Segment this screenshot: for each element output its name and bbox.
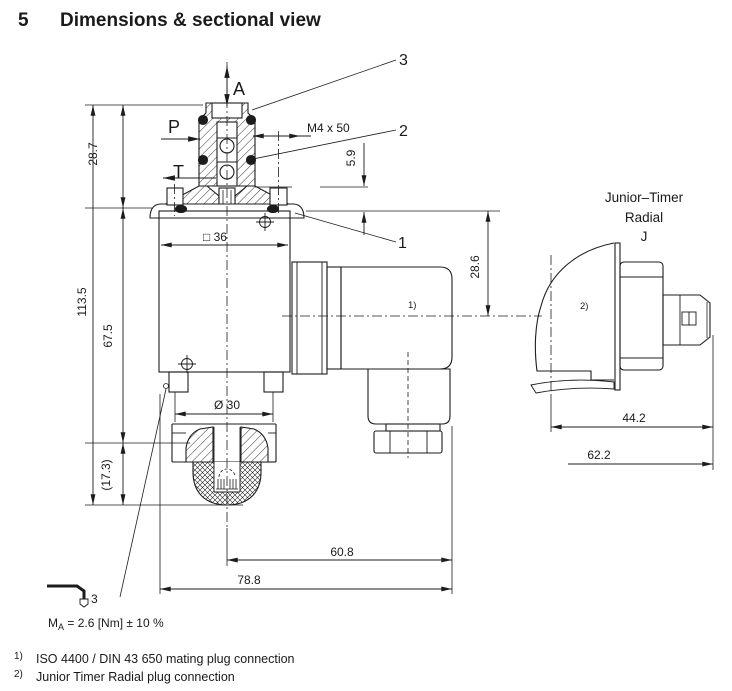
dim-total-height: 113.5 <box>75 287 89 317</box>
section-number: 5 <box>18 10 29 31</box>
footnote-2-marker: 2) <box>14 669 23 680</box>
junior-timer-view <box>531 243 710 393</box>
junior-timer-ref: 2) <box>580 301 589 312</box>
callout-2: 2 <box>399 123 408 140</box>
leader-origin-icon <box>164 384 169 389</box>
dim-overall-width: 78.8 <box>237 573 261 587</box>
dim-cap-height: (17.3) <box>99 459 113 491</box>
callout-3: 3 <box>399 52 408 69</box>
dim-port-offset: 5.9 <box>344 149 358 167</box>
solenoid-tube <box>292 262 341 374</box>
dimension-labels <box>75 121 646 587</box>
page-title: Dimensions & sectional view <box>60 10 321 31</box>
torque-value: = 2.6 [Nm] ± 10 % <box>64 616 164 630</box>
port-label-a: A <box>233 79 246 99</box>
footnote-1-text: ISO 4400 / DIN 43 650 mating plug connection <box>36 652 295 666</box>
manual-override-cap <box>172 424 276 505</box>
dim-body-height: 67.5 <box>101 324 115 348</box>
o-ring-icon <box>199 156 208 165</box>
hex-key-size: 3 <box>91 592 98 606</box>
junior-timer-title-2: Radial <box>624 210 664 225</box>
dim-jt-reach: 44.2 <box>622 411 646 425</box>
sectional-view <box>150 103 452 505</box>
footnote-2-text: Junior Timer Radial plug connection <box>36 670 235 684</box>
dim-boss-diameter: Ø 30 <box>213 398 241 412</box>
dim-jt-overall: 62.2 <box>587 448 611 462</box>
dim-plug-reach: 60.8 <box>330 545 354 559</box>
leader-lines <box>120 60 396 597</box>
torque-symbol: M <box>48 616 58 630</box>
junior-timer-title-1: Junior–Timer <box>604 190 684 205</box>
o-ring-icon <box>199 116 208 125</box>
position-target-icon <box>178 355 196 373</box>
dim-body-width: □ 36 <box>203 230 227 244</box>
port-label-p: P <box>168 117 181 137</box>
dim-plug-height: 28.6 <box>468 255 482 279</box>
torque-subscript: A <box>58 622 65 632</box>
valve-silhouette <box>535 243 614 380</box>
callout-1: 1 <box>398 235 407 252</box>
o-ring-icon <box>247 156 256 165</box>
din-connector <box>341 267 452 453</box>
dim-upper-height: 28.7 <box>86 142 100 166</box>
dim-stud: M4 x 50 <box>307 121 350 135</box>
junior-timer-title-3: J <box>640 229 648 244</box>
allen-key-icon <box>47 586 88 607</box>
junior-timer-connector <box>663 295 710 345</box>
port-label-t: T <box>173 162 184 182</box>
din-plug-ref: 1) <box>408 300 417 311</box>
footnote-1-marker: 1) <box>14 651 23 662</box>
o-ring-icon <box>247 116 256 125</box>
torque-note <box>48 616 164 632</box>
